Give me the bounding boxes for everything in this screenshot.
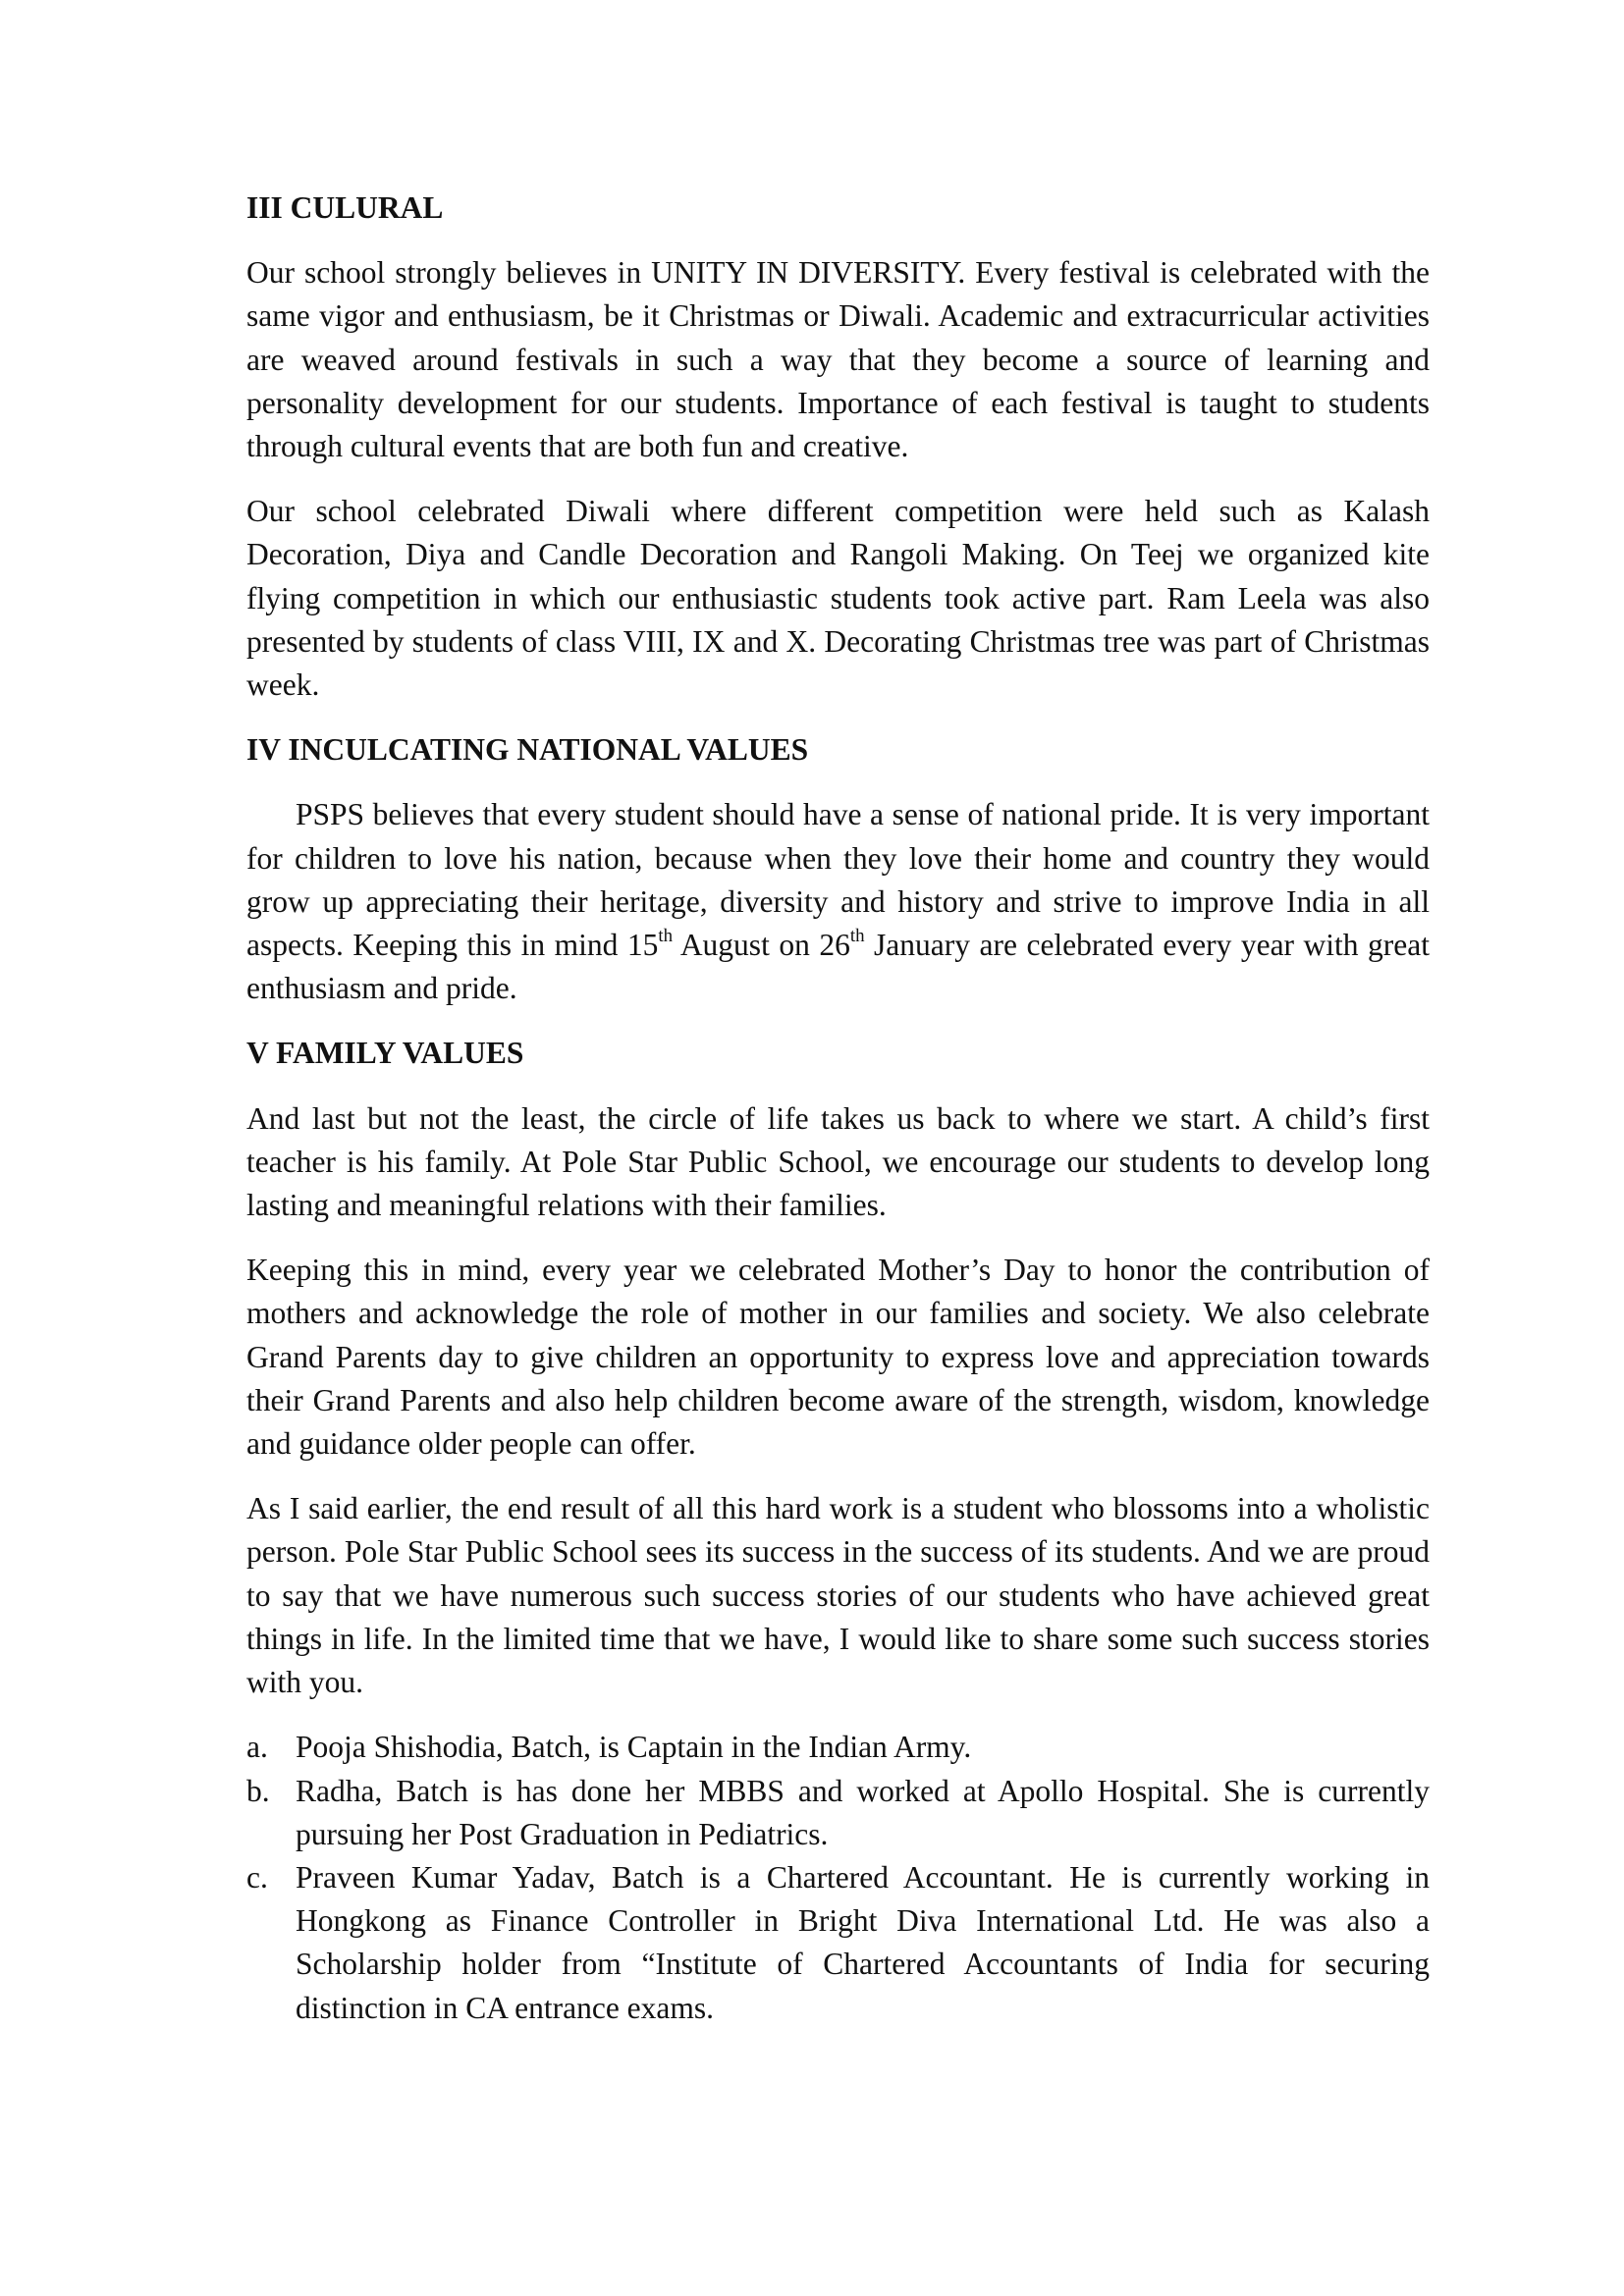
list-marker: a. [246, 1730, 268, 1765]
paragraph-national-text-c: January are celebrated every year with great enthusiasm and pride. [246, 928, 1430, 1006]
section-heading-cultural: III CULURAL [246, 190, 444, 225]
paragraph-cultural-1: Our school strongly believes in UNITY IN DIVERSITY. Every festival is celebrated with the same vigor and enthusiasm, be it Christmas or Diwali. Academic and extracurricular activities are weaved around festivals in such a way that they become a source of learning and personality development for our students. Importance of each festival is taught to students through cultural events that are both fun and creative. [246, 255, 1430, 464]
paragraph-cultural-2: Our school celebrated Diwali where different competition were held such as Kalash Decoration, Diya and Candle Decoration and Rangoli Making. On Teej we organized kite flying competition in which our enthusiastic students took active part. Ram Leela was also presented by students of class VIII, IX and X. Decorating Christmas tree was part of Christmas week. [246, 494, 1430, 703]
paragraph-family-1: And last but not the least, the circle of life takes us back to where we start. A child’s first teacher is his family. At Pole Star Public School, we encourage our students to develop long lasting and meaningful relations with their families. [246, 1100, 1430, 1223]
list-item [246, 1726, 1430, 1769]
paragraph-national-text-a: PSPS believes that every student should have a sense of national pride. It is very important for children to love his nation, because when they love their home and country they would grow up appreciating their heritage, diversity and history and strive to improve India in all aspects. Keeping this in mind 15 [246, 797, 1430, 963]
section-heading-family-values: V FAMILY VALUES [246, 1036, 524, 1071]
paragraph-national-text-b: August on 26 [673, 928, 850, 963]
list-item-text: Radha, Batch is has done her MBBS and worked at Apollo Hospital. She is currently pursuing her Post Graduation in Pediatrics. [296, 1773, 1430, 1851]
list-item-text: Pooja Shishodia, Batch, is Captain in the Indian Army. [296, 1730, 972, 1765]
list-marker: b. [246, 1773, 270, 1808]
paragraph-family-2: Keeping this in mind, every year we celebrated Mother’s Day to honor the contribution of mothers and acknowledge the role of mother in our families and society. We also celebrate Grand Parents day to give children an opportunity to express love and appreciation towards their Grand Parents and also help children become aware of the strength, wisdom, knowledge and guidance older people can offer. [246, 1253, 1430, 1462]
superscript-th-2: th [849, 925, 865, 946]
superscript-th-1: th [658, 925, 674, 946]
section-heading-national-values: IV INCULCATING NATIONAL VALUES [246, 732, 809, 768]
list-marker: c. [246, 1859, 268, 1895]
paragraph-national-values [246, 793, 1430, 1010]
success-stories-list [246, 1726, 1430, 2029]
paragraph-family-3: As I said earlier, the end result of all this hard work is a student who blossoms into a wholistic person. Pole Star Public School sees its success in the success of its students. And we are proud to say that we have numerous such success stories of our students who have achieved great things in life. In the limited time that we have, I would like to share some such success stories with you. [246, 1491, 1430, 1700]
list-item [246, 1856, 1430, 2030]
list-item-text: Praveen Kumar Yadav, Batch is a Chartered Accountant. He is currently working in Hongkong as Finance Controller in Bright Diva International Ltd. He was also a Scholarship holder from “Institute of Chartered Accountants of India for securing distinction in CA entrance exams. [296, 1859, 1430, 2025]
list-item [246, 1770, 1430, 1856]
document-page [246, 187, 1430, 2030]
